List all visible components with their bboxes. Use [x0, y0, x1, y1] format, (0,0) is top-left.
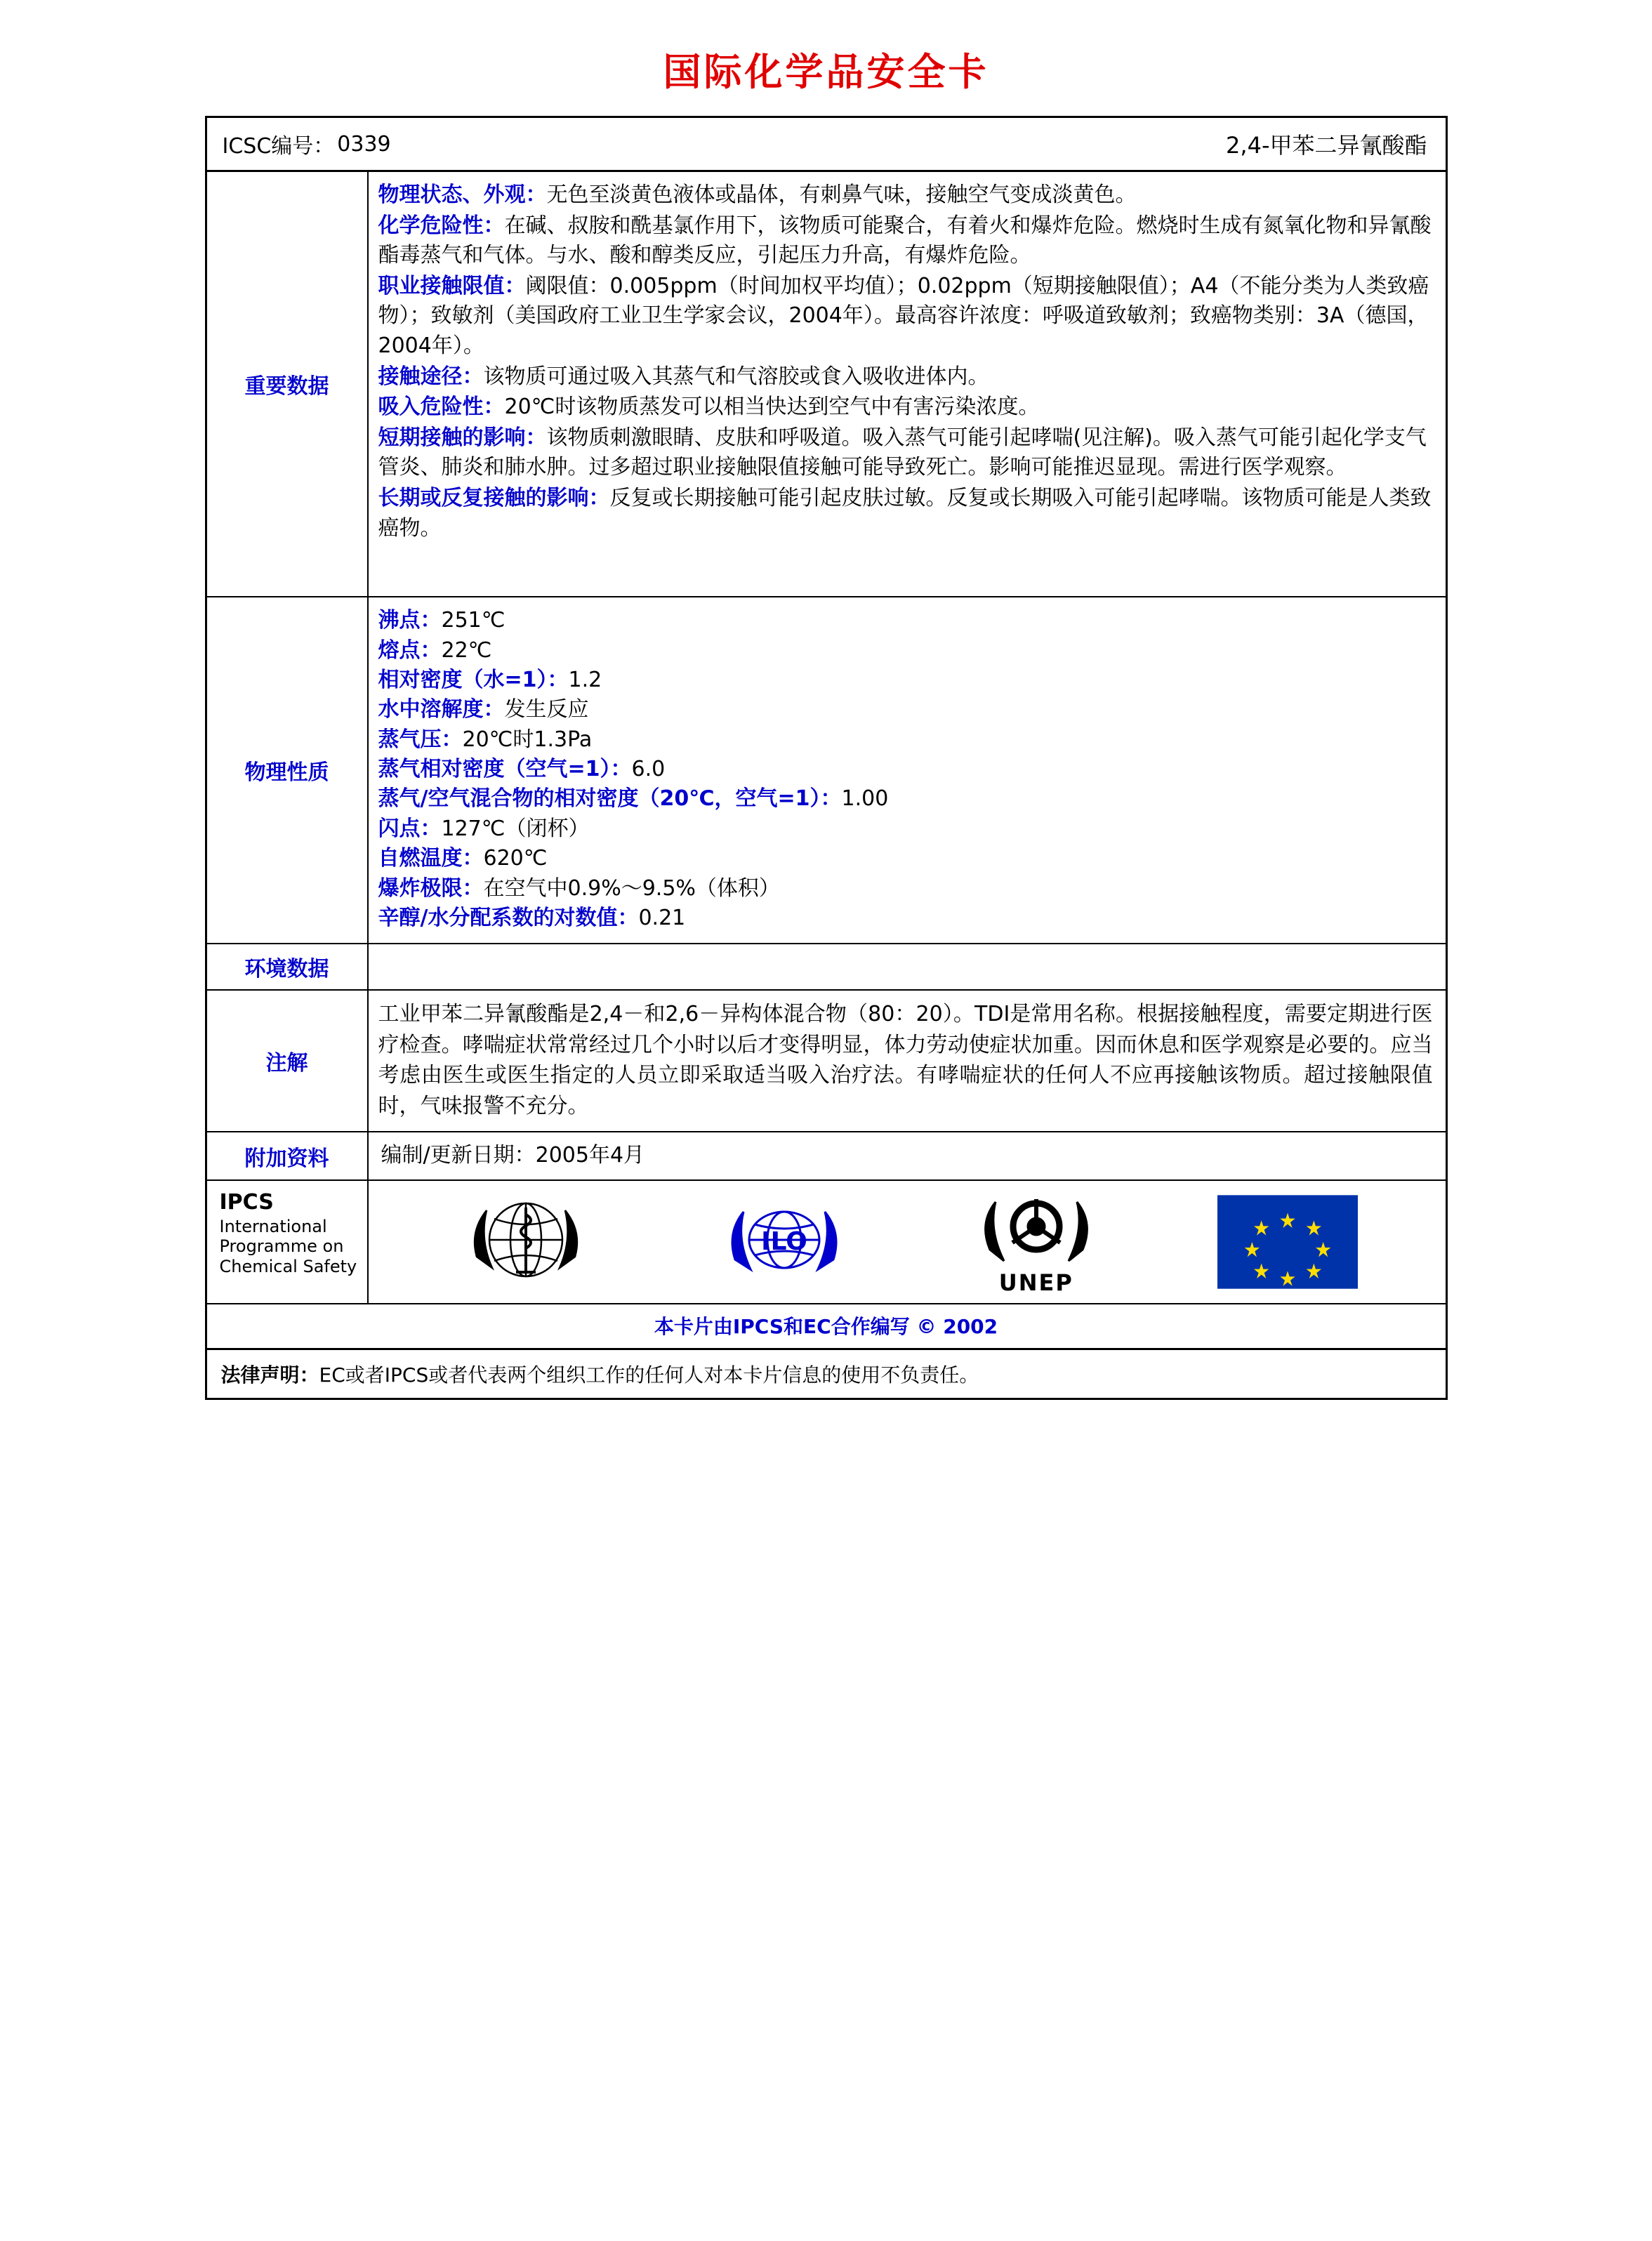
entry-key: 职业接触限值： [378, 273, 526, 298]
substance-name: 2,4-甲苯二异氰酸酯 [1226, 132, 1427, 159]
property-value: 22℃ [441, 637, 492, 663]
icsc-number-value: 0339 [337, 131, 391, 157]
property-vapour-pressure [378, 725, 1433, 754]
ipcs-subtitle-line-3: Chemical Safety [219, 1256, 357, 1276]
property-vapour-relative-density [378, 755, 1433, 784]
legal-text: EC或者IPCS或者代表两个组织工作的任何人对本卡片信息的使用不负责任。 [319, 1363, 979, 1387]
property-value: 620℃ [483, 846, 548, 871]
property-value: 0.21 [638, 906, 686, 931]
section-content-environmental-data [369, 944, 1446, 989]
entry-long-term-effects [378, 484, 1433, 543]
property-key: 辛醇/水分配系数的对数值： [378, 906, 639, 931]
entry-key: 接触途径： [378, 364, 484, 389]
icsc-number-block [207, 118, 1212, 170]
eu-flag-icon [1217, 1195, 1358, 1289]
who-logo-icon [456, 1189, 596, 1295]
property-value: 1.00 [841, 786, 889, 812]
page-title: 国际化学品安全卡 [663, 50, 989, 94]
section-additional [207, 1132, 1446, 1181]
entry-value: 该物质刺激眼睛、皮肤和呼吸道。吸入蒸气可能引起哮喘(见注解)。吸入蒸气可能引起化学支气管炎、肺炎和肺水肿。过多超过职业接触限值接触可能导致死亡。影响可能推迟显现。需进行医学观察。 [378, 425, 1427, 480]
section-label-additional: 附加资料 [207, 1132, 369, 1179]
section-content-additional: 编制/更新日期：2005年4月 [381, 1143, 645, 1168]
icsc-card [205, 116, 1448, 1400]
entry-value: 反复或长期接触可能引起皮肤过敏。反复或长期吸入可能引起哮喘。该物质可能是人类致癌物。 [378, 485, 1432, 541]
property-value: 在空气中0.9%～9.5%（体积） [483, 875, 780, 901]
entry-chemical-hazards [378, 211, 1433, 271]
section-content-notes: 工业甲苯二异氰酸酯是2,4－和2,6－异构体混合物（80：20）。TDI是常用名称。根据接触程度，需要定期进行医疗检查。哮喘症状常常经过几个小时以后才变得明显，体力劳动使症状加重。因而休息和医学观察是必要的。应当考虑由医生或医生指定的人员立即采取适当吸入治疗法。有哮喘症状的任何人不应再接触该物质。超过接触限值时，气味报警不充分。 [378, 1002, 1433, 1118]
ilo-logo-icon [714, 1189, 854, 1295]
property-vapour-air-mixture-density [378, 784, 1433, 813]
property-key: 闪点： [378, 816, 442, 841]
entry-key: 化学危险性： [378, 213, 505, 238]
legal-label: 法律声明： [220, 1363, 319, 1387]
entry-occupational-exposure-limits [378, 272, 1433, 362]
entry-value: 阈限值：0.005ppm（时间加权平均值）；0.02ppm（短期接触限值）；A4（不能分类为人类致癌物）；致敏剂（美国政府工业卫生学家会议，2004年）。最高容许浓度：呼吸道致敏剂；致癌物类别：3A（德国，2004年）。 [378, 273, 1429, 358]
entry-physical-state [378, 180, 1433, 211]
ipcs-title: IPCS [219, 1190, 274, 1215]
property-key: 自燃温度： [378, 846, 484, 871]
entry-inhalation-risk [378, 392, 1433, 423]
footer-credit: 本卡片由IPCS和EC合作编写 © 2002 [207, 1304, 1446, 1350]
unep-logo [973, 1188, 1099, 1296]
section-content-important-data [369, 172, 1446, 596]
section-important-data [207, 172, 1446, 597]
entry-value: 无色至淡黄色液体或晶体，有刺鼻气味，接触空气变成淡黄色。 [546, 183, 1137, 207]
entry-key: 长期或反复接触的影响： [378, 485, 610, 510]
entry-key: 短期接触的影响： [378, 425, 547, 450]
section-notes [207, 991, 1446, 1132]
property-value: 1.2 [568, 667, 602, 692]
property-key: 沸点： [378, 608, 442, 633]
property-key: 爆炸极限： [378, 875, 484, 901]
section-label-notes: 注解 [207, 991, 369, 1131]
eu-flag [1217, 1195, 1358, 1289]
ilo-logo-label: ILO [761, 1227, 808, 1257]
entry-value: 该物质可通过吸入其蒸气和气溶胶或食入吸收进体内。 [483, 364, 989, 389]
section-label-environmental-data: 环境数据 [207, 944, 369, 989]
property-key: 熔点： [378, 637, 442, 663]
property-key: 相对密度（水=1）： [378, 667, 569, 692]
entry-short-term-effects [378, 423, 1433, 483]
icsc-number-label: ICSC编号： [222, 134, 335, 159]
ipcs-block [207, 1181, 369, 1303]
property-value: 20℃时1.3Pa [462, 727, 593, 752]
property-water-solubility [378, 695, 1433, 724]
section-content-physical-properties [369, 597, 1446, 943]
property-value: 发生反应 [504, 697, 589, 722]
ipcs-subtitle-line-2: Programme on [219, 1236, 344, 1257]
property-value: 6.0 [631, 757, 666, 782]
property-value: 251℃ [441, 608, 505, 633]
section-label-physical-properties: 物理性质 [207, 597, 369, 943]
property-relative-density [378, 666, 1433, 694]
ilo-logo [714, 1189, 854, 1295]
property-auto-ignition-temperature [378, 844, 1433, 873]
card-header [207, 118, 1446, 172]
section-label-important-data: 重要数据 [207, 172, 369, 596]
property-log-pow [378, 904, 1433, 932]
property-key: 蒸气压： [378, 727, 463, 752]
entry-key: 物理状态、外观： [378, 183, 547, 207]
property-melting-point [378, 636, 1433, 665]
footer-legal [207, 1350, 1446, 1398]
footer-logo-row [207, 1181, 1446, 1304]
who-logo [456, 1189, 596, 1295]
property-key: 蒸气/空气混合物的相对密度（20℃，空气=1）： [378, 786, 842, 812]
entry-value: 在碱、叔胺和酰基氯作用下，该物质可能聚合，有着火和爆炸危险。燃烧时生成有氮氧化物和异氰酸酯毒蒸气和气体。与水、酸和醇类反应，引起压力升高，有爆炸危险。 [378, 213, 1432, 268]
unep-logo-icon [973, 1188, 1099, 1272]
property-explosive-limits [378, 874, 1433, 903]
entry-value: 20℃时该物质蒸发可以相当快达到空气中有害污染浓度。 [504, 395, 1040, 420]
unep-logo-label: UNEP [998, 1269, 1073, 1297]
property-key: 蒸气相对密度（空气=1）： [378, 757, 632, 782]
entry-routes-of-exposure [378, 362, 1433, 392]
section-environmental-data [207, 944, 1446, 991]
section-physical-properties [207, 597, 1446, 944]
ipcs-subtitle-line-1: International [219, 1217, 327, 1237]
property-value: 127℃（闭杯） [441, 816, 590, 841]
property-boiling-point [378, 606, 1433, 635]
entry-key: 吸入危险性： [378, 395, 505, 420]
property-key: 水中溶解度： [378, 697, 505, 722]
property-flash-point [378, 814, 1433, 843]
logos-container [369, 1181, 1446, 1303]
